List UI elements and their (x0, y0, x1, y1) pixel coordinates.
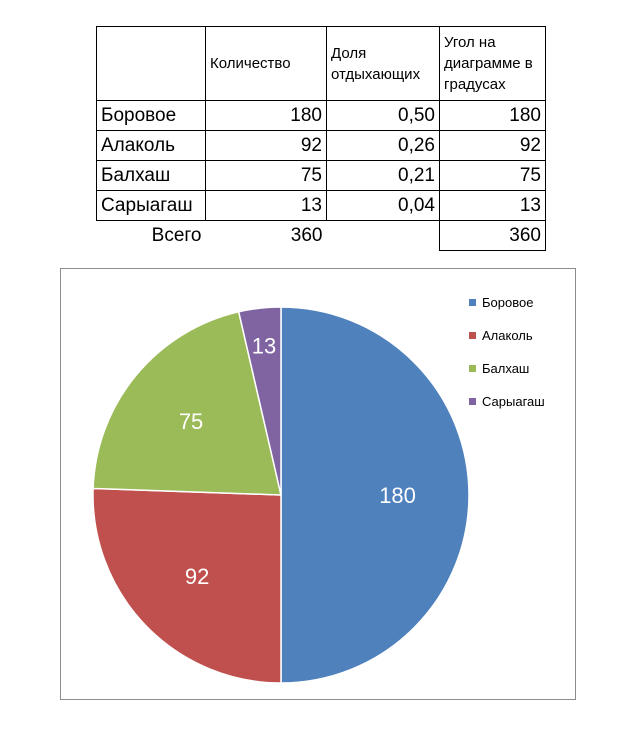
legend-item (469, 286, 545, 319)
legend-label: Боровое (482, 295, 534, 310)
total-count: 360 (290, 225, 323, 247)
total-label: Всего (151, 225, 202, 247)
header-cell-angle: Угол на диаграмме в градусах (440, 27, 546, 101)
legend-swatch (469, 365, 476, 372)
table-row (97, 191, 546, 221)
row-angle: 92 (440, 131, 546, 161)
row-angle: 75 (440, 161, 546, 191)
total-angle: 360 (440, 221, 546, 251)
legend-item (469, 319, 545, 352)
row-count: 92 (206, 131, 327, 161)
legend-swatch (469, 299, 476, 306)
table-header-row (97, 27, 546, 101)
row-count: 13 (206, 191, 327, 221)
legend-item (469, 352, 545, 385)
slice-data-label: 75 (178, 408, 204, 434)
data-table (96, 26, 546, 251)
row-name: Алаколь (97, 131, 206, 161)
legend-label: Алаколь (482, 328, 533, 343)
row-share: 0,50 (327, 101, 440, 131)
table-total-row (97, 221, 546, 251)
slice-data-label: 92 (184, 563, 210, 589)
row-share: 0,26 (327, 131, 440, 161)
legend-label: Сарыагаш (482, 394, 545, 409)
legend-item (469, 385, 545, 418)
slice-data-label: 180 (379, 483, 416, 508)
header-cell-share: Доля отдыхающих (327, 27, 440, 101)
header-cell-empty (97, 27, 206, 101)
row-angle: 180 (440, 101, 546, 131)
header-cell-count: Количество (206, 27, 327, 101)
row-count: 180 (206, 101, 327, 131)
table-row (97, 131, 546, 161)
row-count: 75 (206, 161, 327, 191)
row-angle: 13 (440, 191, 546, 221)
legend-swatch (469, 332, 476, 339)
legend-swatch (469, 398, 476, 405)
row-name: Сарыагаш (97, 191, 206, 221)
table-row (97, 101, 546, 131)
row-name: Боровое (97, 101, 206, 131)
chart-area (60, 268, 576, 700)
chart-legend (469, 286, 545, 418)
row-share: 0,04 (327, 191, 440, 221)
table-row (97, 161, 546, 191)
row-name: Балхаш (97, 161, 206, 191)
row-share: 0,21 (327, 161, 440, 191)
pie-slice-1 (281, 307, 469, 683)
total-share-empty (327, 221, 440, 251)
legend-label: Балхаш (482, 361, 530, 376)
slice-data-label: 13 (251, 333, 277, 359)
